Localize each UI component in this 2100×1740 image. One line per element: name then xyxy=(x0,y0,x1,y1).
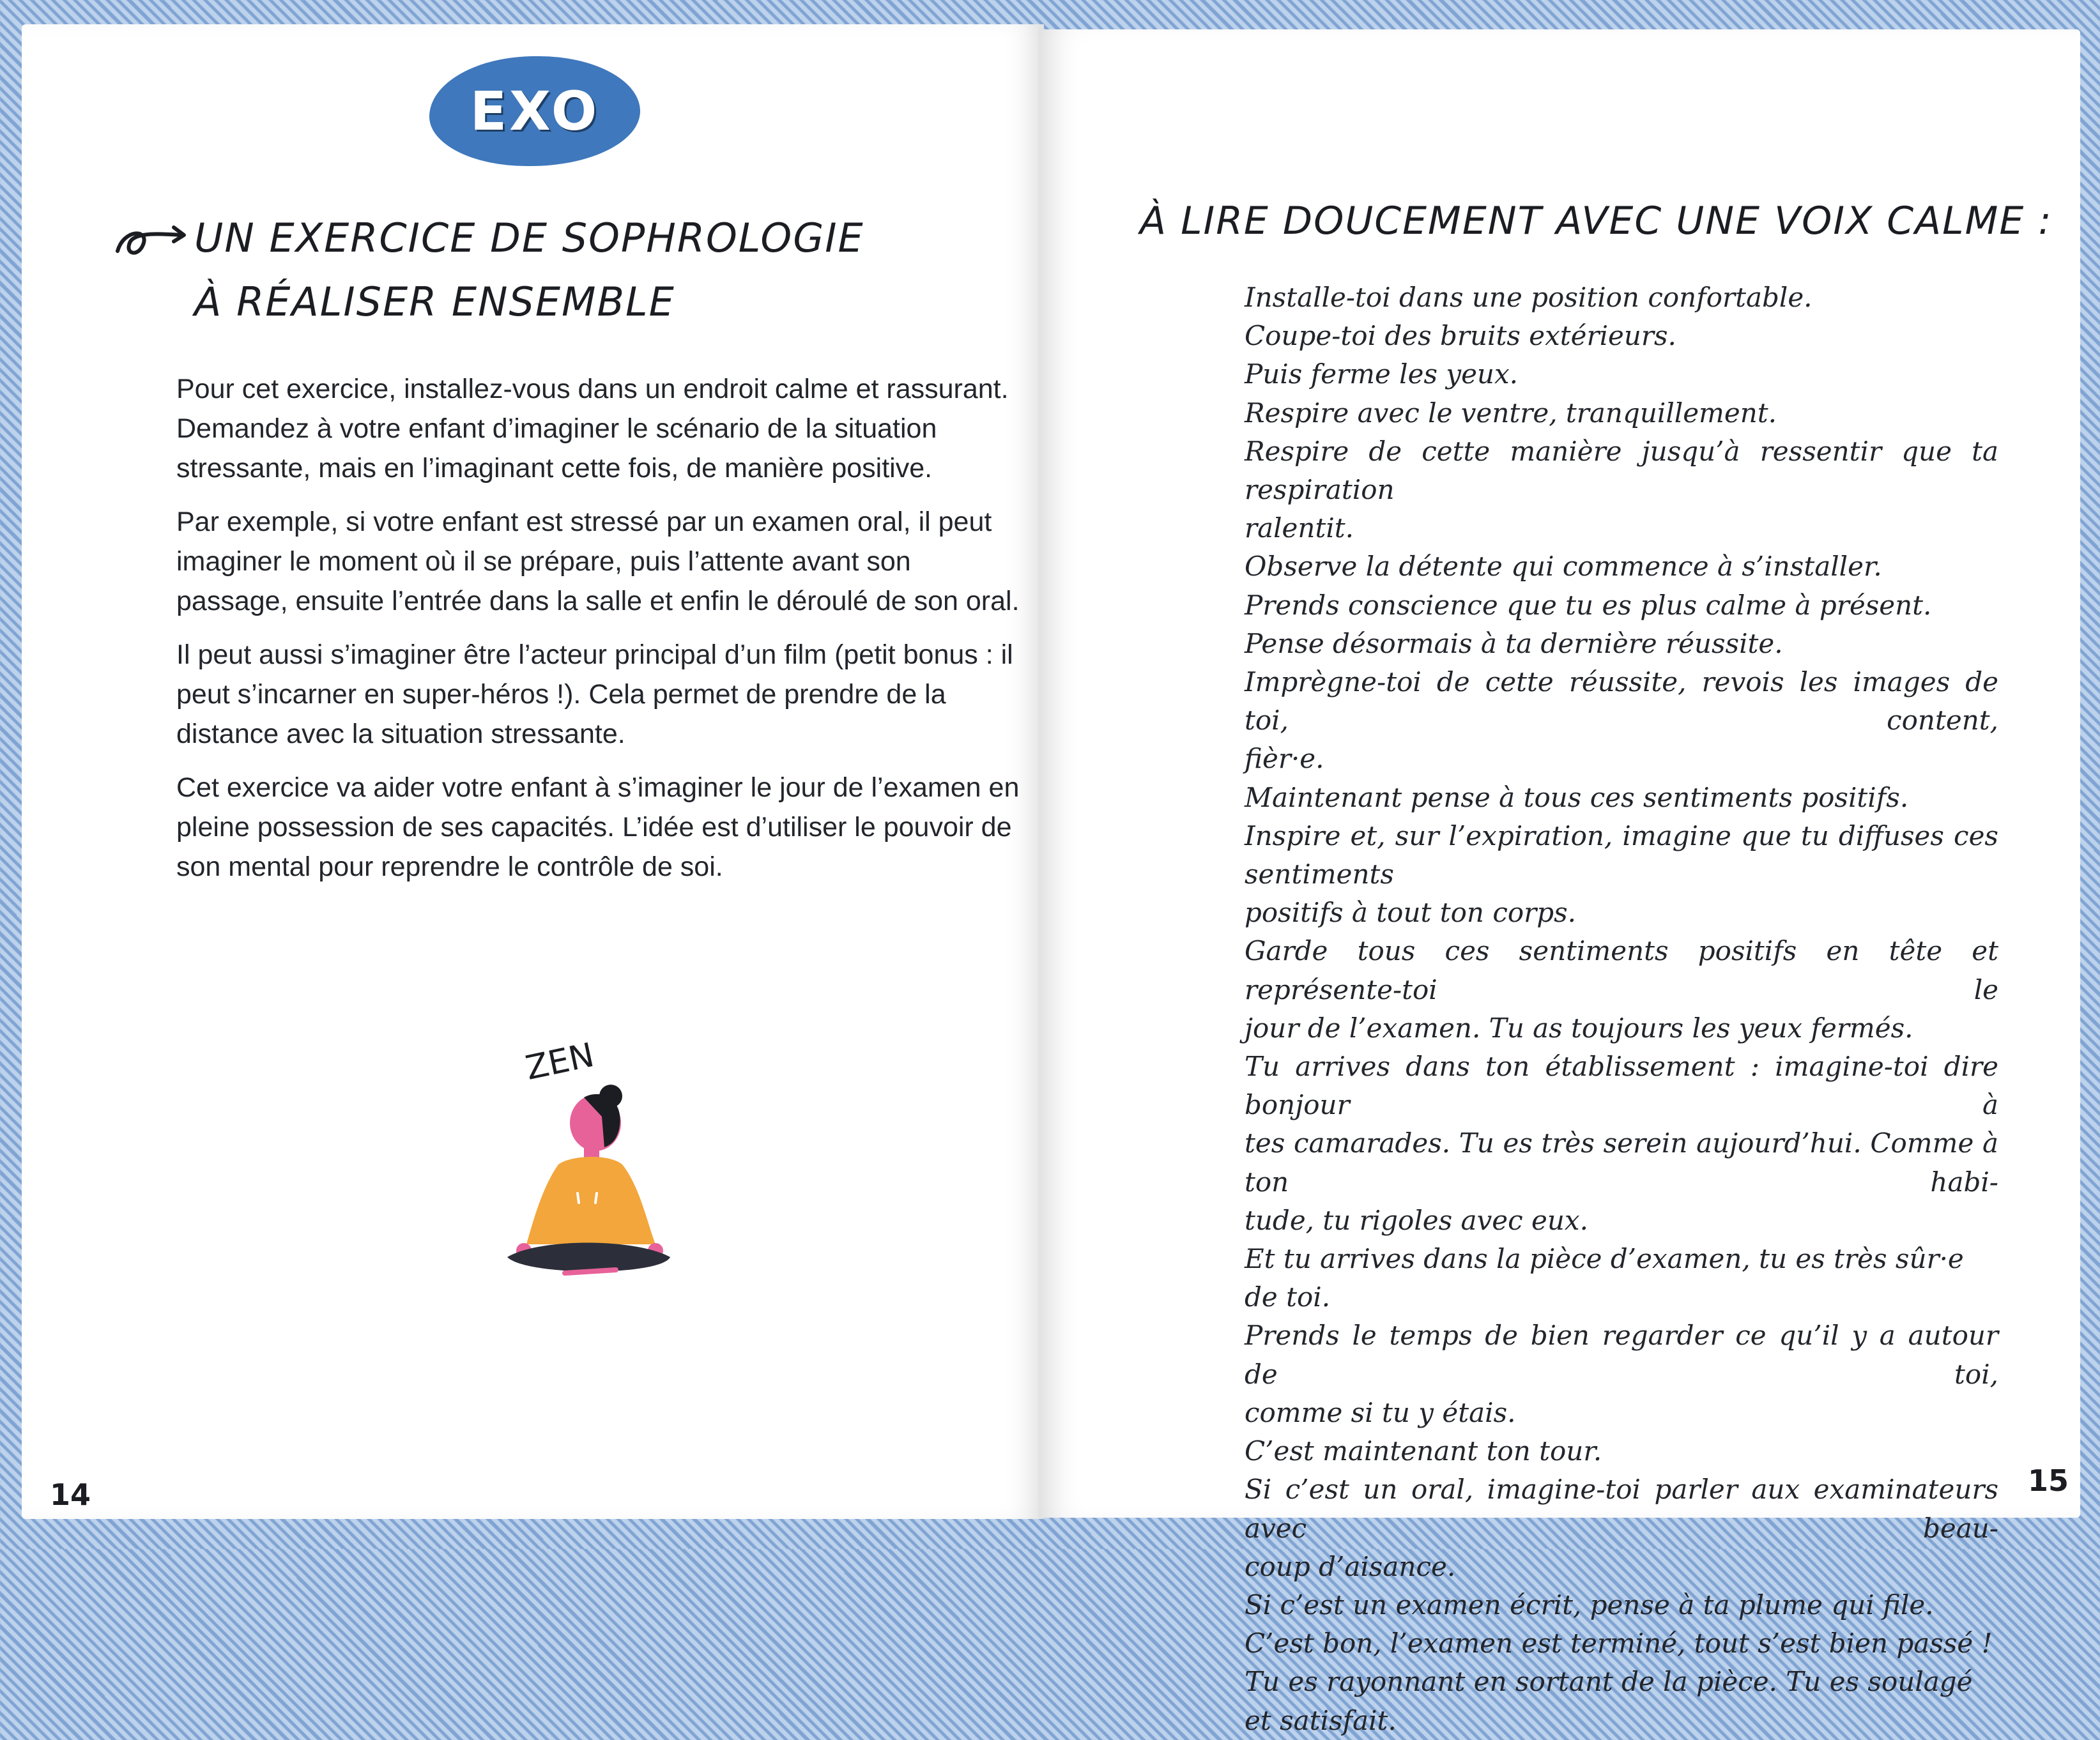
script-line: C’est maintenant ton tour. xyxy=(1245,1435,1602,1467)
exo-badge: EXO xyxy=(429,56,640,166)
script-line: coup d’aisance. xyxy=(1245,1550,1456,1582)
section-heading xyxy=(194,206,897,334)
page-number-right: 15 xyxy=(2028,1463,2069,1498)
script-line: Installe-toi dans une position confortable. xyxy=(1245,282,1813,313)
script-line: Inspire et, sur l’expiration, imagine que tu diffuses ces sentiments xyxy=(1245,820,1998,890)
paragraph-3: Il peut aussi s’imaginer être l’acteur principal d’un film (petit bonus : il peut s’incarner en super-héros !). Cela permet de prendre de la distance avec la situation stressante. xyxy=(176,639,1013,749)
script-line: Et tu arrives dans la pièce d’examen, tu es très sûr·e de toi. xyxy=(1245,1243,1964,1313)
script-line: Tu arrives dans ton établissement : imagine-toi dire bonjour à xyxy=(1245,1051,1998,1121)
script-line: Tu es rayonnant en sortant de la pièce. Tu es soulagé et satisfait. xyxy=(1245,1666,1973,1736)
script-line: Respire de cette manière jusqu’à ressentir que ta respiration xyxy=(1245,435,1998,506)
script-line: Respire avec le ventre, tranquillement. xyxy=(1245,397,1777,429)
script-line: Maintenant pense à tous ces sentiments positifs. xyxy=(1245,781,1909,813)
script-line: jour de l’examen. Tu as toujours les yeux fermés. xyxy=(1245,1012,1913,1044)
page-number-left: 14 xyxy=(50,1477,91,1512)
script-line: Prends conscience que tu es plus calme à présent. xyxy=(1245,589,1932,621)
script-line: Pense désormais à ta dernière réussite. xyxy=(1245,627,1783,659)
script-line: Si c’est un oral, imagine-toi parler aux examinateurs avec beau- xyxy=(1245,1474,1998,1544)
script-line: ralentit. xyxy=(1245,512,1354,544)
right-page xyxy=(1039,29,2080,1736)
sophrology-script xyxy=(1245,279,1998,1740)
heading-line-1: UN EXERCICE DE SOPHROLOGIE xyxy=(194,215,864,261)
heading-line-2: À RÉALISER ENSEMBLE xyxy=(194,279,675,325)
script-line: positifs à tout ton corps. xyxy=(1245,897,1576,929)
script-line: Prends le temps de bien regarder ce qu’il y a autour de toi, xyxy=(1245,1320,1998,1390)
script-line: tes camarades. Tu es très serein aujourd’hui. Comme à ton habi- xyxy=(1245,1127,1998,1198)
script-line: Coupe-toi des bruits extérieurs. xyxy=(1245,320,1676,352)
script-line: Imprègne-toi de cette réussite, revois les images de toi, content, xyxy=(1245,666,1998,736)
script-line: tude, tu rigoles avec eux. xyxy=(1245,1204,1588,1236)
left-page xyxy=(22,24,1044,1519)
script-line: Si c’est un examen écrit, pense à ta plume qui file. xyxy=(1245,1589,1934,1621)
script-line: Puis ferme les yeux. xyxy=(1245,358,1519,390)
script-line: fièr·e. xyxy=(1245,743,1324,775)
script-line: Observe la détente qui commence à s’installer. xyxy=(1245,551,1882,583)
paragraph-1: Pour cet exercice, installez-vous dans un endroit calme et rassurant. Demandez à votre enfant d’imaginer le scénario de la situation stressante, mais en l’imaginant cette fois, de manière positive. xyxy=(176,374,1009,484)
paragraph-4: Cet exercice va aider votre enfant à s’imaginer le jour de l’examen en pleine possession de ses capacités. L’idée est d’utiliser le pouvoir de son mental pour reprendre le contrôle de soi. xyxy=(176,772,1020,882)
zen-label: ZEN xyxy=(522,1035,598,1088)
reading-heading: À LIRE DOUCEMENT AVEC UNE VOIX CALME : xyxy=(1140,199,2053,243)
paragraph-2: Par exemple, si votre enfant est stressé par un examen oral, il peut imaginer le moment où il se prépare, puis l’attente avant son passage, ensuite l’entrée dans la salle et enfin le déroulé de son oral. xyxy=(176,507,1020,616)
curly-arrow-icon xyxy=(111,216,201,267)
meditating-child-illustration xyxy=(488,1034,686,1289)
script-line: Garde tous ces sentiments positifs en tête et représente-toi le xyxy=(1245,935,1998,1005)
intro-text xyxy=(176,369,1020,901)
script-line: C’est bon, l’examen est terminé, tout s’est bien passé ! xyxy=(1245,1628,1993,1660)
script-line: comme si tu y étais. xyxy=(1245,1396,1516,1428)
